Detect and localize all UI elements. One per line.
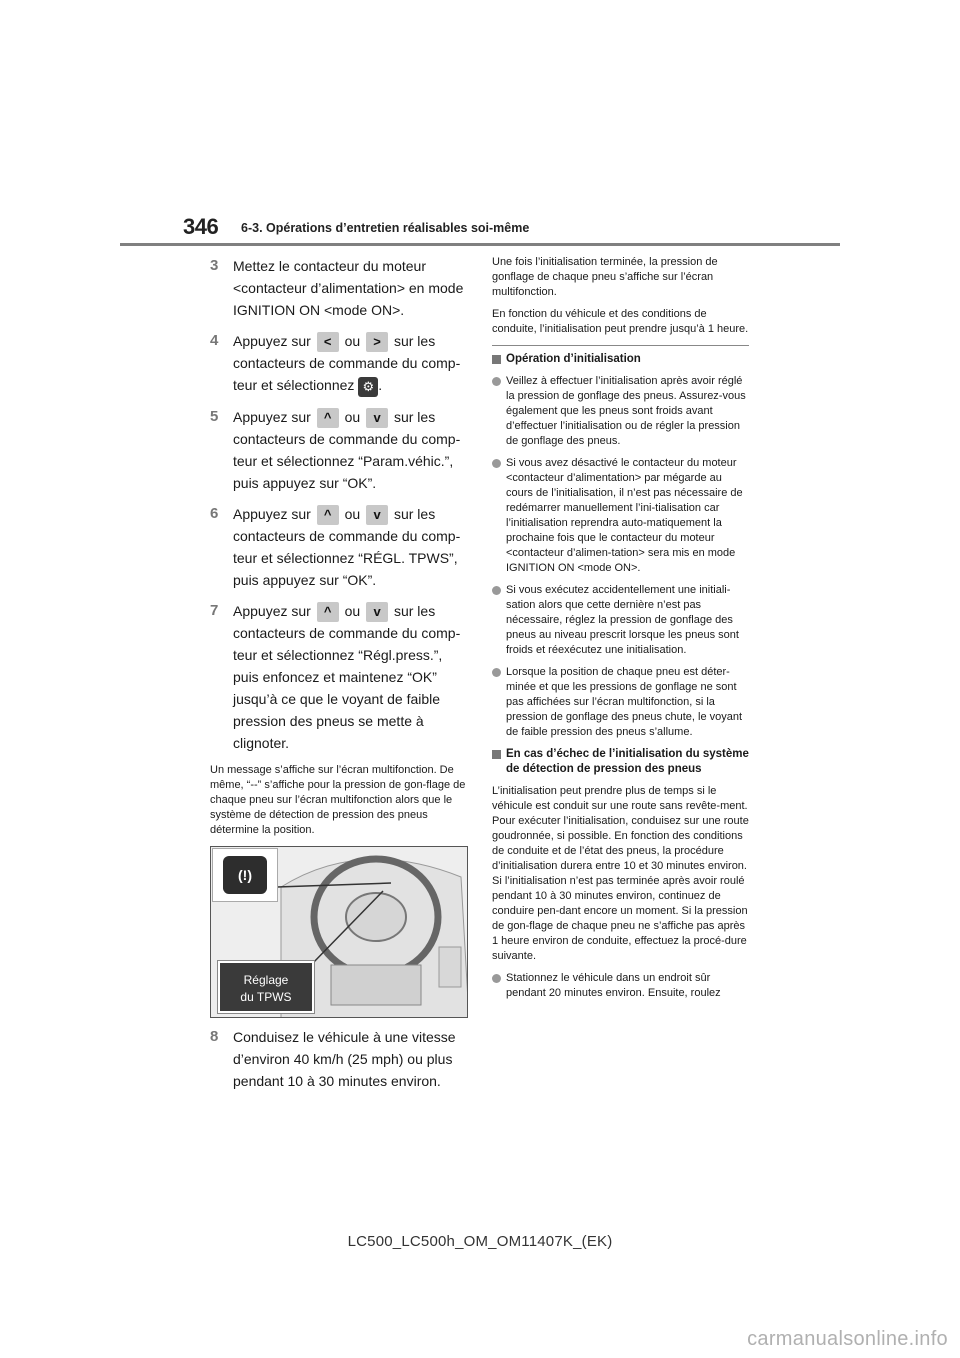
- gear-icon: ⚙: [358, 377, 378, 397]
- step-6: 6 Appuyez sur ^ ou v sur les contacteurs de commande du comp-teur et sélectionnez “RÉGL. TPWS”, puis appuyez sur “OK”.: [210, 504, 461, 589]
- tpws-warning-icon: (!): [223, 856, 267, 894]
- list-item: Stationnez le véhicule dans un endroit sûr pendant 20 minutes environ. Ensuite, roulez: [492, 971, 749, 1001]
- reglage-tpws-label: Réglage du TPWS: [218, 961, 314, 1013]
- watermark: carmanualsonline.info: [747, 1328, 948, 1350]
- up-arrow-icon: ^: [317, 602, 339, 622]
- square-bullet-icon: [492, 750, 501, 759]
- circle-bullet-icon: [492, 974, 501, 983]
- list-item: Lorsque la position de chaque pneu est déter-minée et que les pressions de gonflage ne sont pas affichées sur l’écran multifonction, si la pression de gonflage des pneus chute, le voyant de faible pression des pneus s’allume.: [492, 665, 749, 740]
- step-text: Conduisez le véhicule à une vitesse d’environ 40 km/h (25 mph) ou plus pendant 10 à 30 minutes environ.: [233, 1029, 456, 1090]
- paragraph: Une fois l’initialisation terminée, la pression de gonflage de chaque pneu s’affiche sur l’écran multifonction.: [492, 256, 718, 298]
- step-8: [210, 1026, 470, 1092]
- step-3: [210, 255, 470, 321]
- circle-bullet-icon: [492, 459, 501, 468]
- step-number: 4: [210, 332, 219, 349]
- step-5: 5 Appuyez sur ^ ou v sur les contacteurs de commande du comp-teur et sélectionnez “Param.véhic.”, puis appuyez sur “OK”.: [210, 407, 461, 491]
- page-number: 346: [183, 214, 219, 239]
- section-title: 6-3. Opérations d’entretien réalisables soi-même: [241, 221, 530, 235]
- tpws-warning-callout: [212, 848, 278, 902]
- step-number: 3: [210, 257, 219, 274]
- step-4: 4 Appuyez sur < ou > sur les contacteurs de commande du comp-teur et sélectionnez ⚙ .: [210, 330, 470, 397]
- circle-bullet-icon: [492, 377, 501, 386]
- paragraph: En fonction du véhicule et des conditions de conduite, l’initialisation peut prendre jusqu’à 1 heure.: [492, 308, 749, 335]
- subheading: En cas d’échec de l’initialisation du système de détection de pression des pneus: [492, 747, 749, 777]
- subheading: Opération d’initialisation: [492, 352, 749, 367]
- up-arrow-icon: ^: [317, 408, 339, 428]
- page-header: [120, 212, 840, 246]
- step-number: 8: [210, 1028, 219, 1046]
- circle-bullet-icon: [492, 586, 501, 595]
- list-item: Si vous avez désactivé le contacteur du moteur <contacteur d’alimentation> par mégarde au cours de l’initialisation, il n’est pas nécessaire de redémarrer manuellement l’ini-tialisation car l’initialisation reprendra auto-matiquement la prochaine fois que le contacteur du moteur <contacteur d’alimen-tation> sera mis en mode IGNITION ON <mode ON>.: [492, 456, 749, 576]
- circle-bullet-icon: [492, 668, 501, 677]
- left-arrow-icon: <: [317, 332, 339, 352]
- down-arrow-icon: v: [366, 602, 388, 622]
- dashboard-illustration: [210, 846, 468, 1018]
- manual-code-footer: LC500_LC500h_OM_OM11407K_(EK): [347, 1233, 613, 1250]
- note-paragraph: Un message s’affiche sur l’écran multifonction. De même, “--” s’affiche pour la pression de gon-flage de chaque pneu sur l’écran multifonction alors que le système de détection de pression des pneus détermine la position.: [210, 764, 466, 837]
- step-7: 7 Appuyez sur ^ ou v sur les contacteurs de commande du comp-teur et sélectionnez “Régl.press.”, puis enfoncez et maintenez “OK” jusqu’à ce que le voyant de faible pression des pneus se mette à clignoter.: [210, 602, 461, 752]
- right-arrow-icon: >: [366, 332, 388, 352]
- step-number: 6: [210, 504, 219, 522]
- down-arrow-icon: v: [366, 408, 388, 428]
- step-number: 7: [210, 602, 219, 620]
- up-arrow-icon: ^: [317, 505, 339, 525]
- list-item: Veillez à effectuer l’initialisation après avoir réglé la pression de gonflage des pneus. Assurez-vous également que les pneus sont froids avant d’effectuer l’initialisation ou de régler la pression de gonflage des pneus.: [492, 374, 749, 449]
- step-text: Mettez le contacteur du moteur <contacteur d’alimentation> en mode IGNITION ON <mode ON>.: [233, 258, 464, 318]
- step-number: 5: [210, 407, 219, 425]
- square-bullet-icon: [492, 355, 501, 364]
- left-column: [210, 255, 470, 1101]
- divider: [492, 345, 749, 346]
- down-arrow-icon: v: [366, 505, 388, 525]
- paragraph: L’initialisation peut prendre plus de temps si le véhicule est conduit sur une route sans revête-ment. Pour exécuter l’initialisation, conduisez sur une route goudronnée, si possible. En fonction des conditions de conduite et de l’état des pneus, la procédure d’initialisation durera entre 10 et 30 minutes environ. Si l’initialisation n’est pas terminée après avoir roulé pendant 10 à 30 minutes environ, continuez de conduire pen-dant encore un moment. Si la pression de gon-flage de chaque pneu ne s’affiche pas après 1 heure environ de conduite, effectuez la procé-dure suivante.: [492, 785, 749, 962]
- right-column: [492, 255, 749, 1008]
- list-item: Si vous exécutez accidentellement une initiali-sation alors que cette dernière n’est pas nécessaire, réglez la pression de gonflage des pneus au niveau prescrit lorsque les pneus sont froids et réexécutez une initialisation.: [492, 583, 749, 658]
